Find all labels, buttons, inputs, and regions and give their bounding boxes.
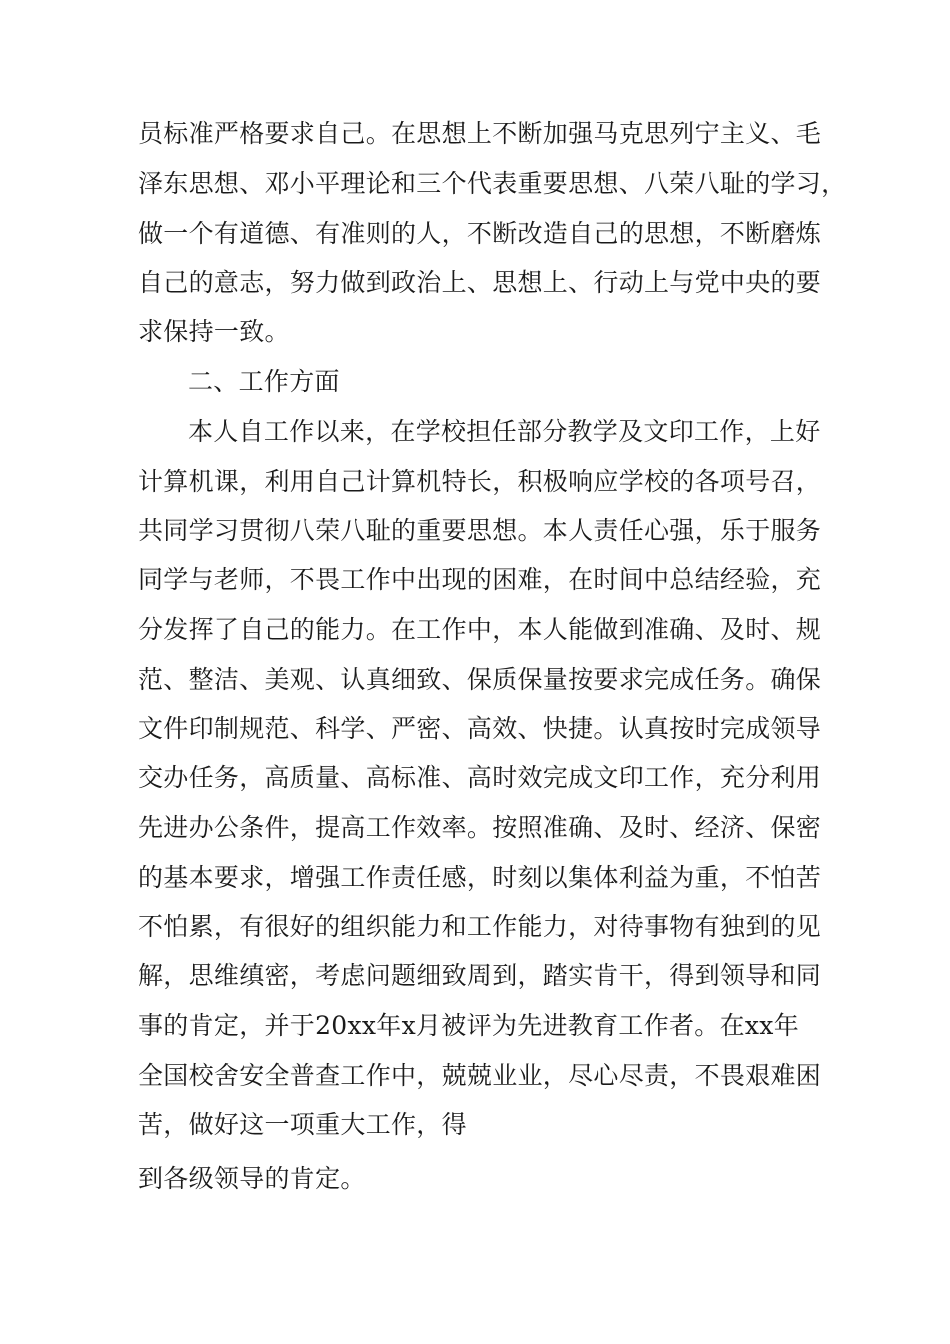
- body-text-line: 计算机课，利用自己计算机特长，积极响应学校的各项号召，: [138, 467, 822, 496]
- body-text-line: 苦，做好这一项重大工作，得: [138, 1110, 467, 1139]
- body-text-line: 做一个有道德、有准则的人，不断改造自己的思想，不断磨炼: [138, 219, 822, 248]
- body-text-line: 同学与老师，不畏工作中出现的困难，在时间中总结经验，充: [138, 565, 822, 594]
- body-text-line: 事的肯定，并于20xx年x月被评为先进教育工作者。在xx年: [138, 1011, 800, 1040]
- body-text-line: 文件印制规范、科学、严密、高效、快捷。认真按时完成领导: [138, 714, 822, 743]
- body-text-line: 不怕累，有很好的组织能力和工作能力，对待事物有独到的见: [138, 912, 822, 941]
- body-text-line: 全国校舍安全普查工作中，兢兢业业，尽心尽责，不畏艰难困: [138, 1061, 822, 1090]
- body-text-line: 共同学习贯彻八荣八耻的重要思想。本人责任心强，乐于服务: [138, 516, 822, 545]
- body-text-line: 求保持一致。: [138, 317, 290, 346]
- body-text-line: 分发挥了自己的能力。在工作中，本人能做到准确、及时、规: [138, 615, 822, 644]
- section-heading: 二、工作方面: [188, 367, 340, 396]
- body-text-line: 员标准严格要求自己。在思想上不断加强马克思列宁主义、毛: [138, 119, 822, 148]
- body-text-line: 解，思维缜密，考虑问题细致周到，踏实肯干，得到领导和同: [138, 961, 822, 990]
- body-text-line: 的基本要求，增强工作责任感，时刻以集体利益为重，不怕苦: [138, 863, 822, 892]
- body-text-line: 泽东思想、邓小平理论和三个代表重要思想、八荣八耻的学习，: [138, 169, 847, 198]
- paragraph-first-line: 本人自工作以来，在学校担任部分教学及文印工作，上好: [188, 417, 821, 446]
- body-text-line: 范、整洁、美观、认真细致、保质保量按要求完成任务。确保: [138, 665, 822, 694]
- body-text-line: 到各级领导的肯定。: [138, 1164, 366, 1193]
- body-text-line: 自己的意志，努力做到政治上、思想上、行动上与党中央的要: [138, 268, 822, 297]
- body-text-line: 先进办公条件，提高工作效率。按照准确、及时、经济、保密: [138, 813, 822, 842]
- body-text-line: 交办任务，高质量、高标准、高时效完成文印工作，充分利用: [138, 763, 822, 792]
